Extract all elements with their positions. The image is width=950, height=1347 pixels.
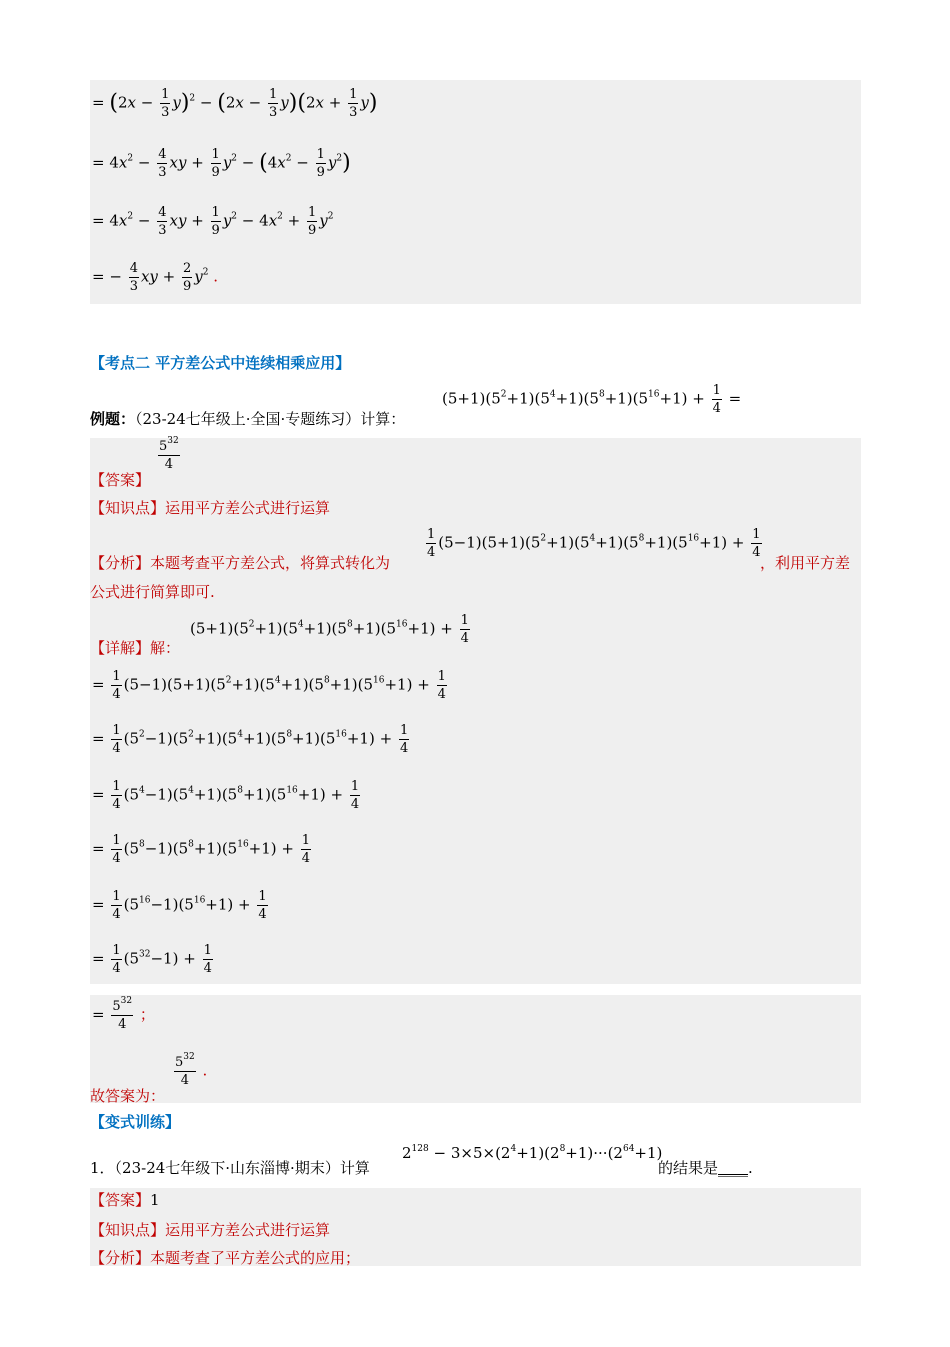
section-title: 【考点二 平方差公式中连续相乘应用】 (90, 354, 351, 372)
final-answer-line: 故答案为： (90, 1087, 166, 1105)
answer-fraction: $\frac{5^{32}}{4}$ (159, 436, 179, 472)
example-label: 例题： (90, 410, 136, 428)
formula-line: = $\frac{1}{4}$ $(5^4-1)(5^4+1)(5^8+1)(5^{16}+1)$ + $\frac{1}{4}$ (92, 779, 360, 812)
answer-tag: 【答案】 (90, 471, 151, 489)
example-line (90, 409, 405, 429)
analysis-line (90, 553, 390, 573)
formula-line: = $\frac{1}{4}$ $(5^{32}-1)$ + $\frac{1}{4}$ (92, 943, 212, 976)
analysis-formula: $\frac{1}{4}$ $(5-1)(5+1)(5^2+1)(5^4+1)(5^8+1)(5^{16}+1)$ + $\frac{1}{4}$ (427, 527, 761, 560)
knowledge-tag: 【知识点】 (90, 499, 166, 517)
analysis-text-cont: ，利用平方差 (760, 554, 851, 572)
knowledge-text: 运用平方差公式进行运算 (165, 499, 331, 517)
variant-knowledge-line (90, 1220, 330, 1240)
detail-tag: 【详解】 (90, 639, 151, 657)
formula-line: = (2x − $\frac{1}{3}$ y)$^2$ − (2x − $\frac{1}{3}$ y)(2x + $\frac{1}{3}$ y) (92, 87, 378, 120)
knowledge-line (90, 498, 330, 518)
analysis-text-end: 公式进行简算即可. (90, 583, 215, 601)
formula-line: = $\frac{5^{32}}{4}$ ； (92, 996, 155, 1032)
formula-line: = − $\frac{4}{3}$ xy + $\frac{2}{9}$ $y^2$ . (92, 261, 219, 294)
variant-answer-value: 1 (150, 1191, 160, 1209)
variant-title: 【变式训练】 (90, 1113, 181, 1131)
variant-knowledge-tag: 【知识点】 (90, 1221, 166, 1239)
formula-line: = $4x^2$ − $\frac{4}{3}$ xy + $\frac{1}{9}$ $y^2 - 4x^2$ + $\frac{1}{9}$ $y^2$ (92, 205, 334, 238)
variant-analysis-tag: 【分析】 (90, 1249, 151, 1267)
final-answer-fraction: $\frac{5^{32}}{4}$ . (175, 1052, 208, 1088)
analysis-text: 本题考查平方差公式，将算式转化为 (150, 554, 391, 572)
detail-formula: $(5+1)(5^2+1)(5^4+1)(5^8+1)(5^{16}+1)$ + $\frac{1}{4}$ (190, 613, 469, 646)
analysis-tag: 【分析】 (90, 554, 151, 572)
answer-blank: ____ (718, 1159, 749, 1177)
variant-knowledge-text: 运用平方差公式进行运算 (165, 1221, 331, 1239)
question-number: 1． (90, 1159, 115, 1177)
formula-line: = $\frac{1}{4}$ $(5-1)(5+1)(5^2+1)(5^4+1)(5^8+1)(5^{16}+1)$ + $\frac{1}{4}$ (92, 669, 446, 702)
variant-analysis-text: 本题考查了平方差公式的应用； (150, 1249, 361, 1267)
formula-line: = $4x^2$ − $\frac{4}{3}$ xy + $\frac{1}{9}$ $y^2 - (4x^2$ − $\frac{1}{9}$ $y^2$) (92, 147, 351, 180)
variant-formula: $2^{128} - 3\times 5\times(2^4+1)(2^8+1)\cdot\cdot\cdot(2^{64}+1)$ (402, 1144, 663, 1162)
formula-line: = $\frac{1}{4}$ $(5^8-1)(5^8+1)(5^{16}+1)$ + $\frac{1}{4}$ (92, 833, 311, 866)
question-end-text: 的结果是 (658, 1159, 719, 1177)
detail-text: 解： (150, 639, 181, 657)
variant-question-end: 的结果是____. (658, 1159, 753, 1177)
variant-answer-line (90, 1190, 160, 1210)
question-source: （23-24七年级下·山东淄博·期末）计算 (114, 1159, 370, 1177)
example-source: （23-24七年级上·全国·专题练习）计算： (135, 410, 406, 428)
variant-question (90, 1158, 370, 1178)
formula-line: = $\frac{1}{4}$ $(5^{16}-1)(5^{16}+1)$ + $\frac{1}{4}$ (92, 889, 267, 922)
variant-analysis-line (90, 1248, 360, 1268)
variant-answer-tag: 【答案】 (90, 1191, 151, 1209)
example-formula: $(5+1)(5^2+1)(5^4+1)(5^8+1)(5^{16}+1)$ + $\frac{1}{4}$ = (442, 383, 742, 416)
detail-line (90, 638, 180, 658)
formula-line: = $\frac{1}{4}$ $(5^2-1)(5^2+1)(5^4+1)(5^8+1)(5^{16}+1)$ + $\frac{1}{4}$ (92, 723, 409, 756)
